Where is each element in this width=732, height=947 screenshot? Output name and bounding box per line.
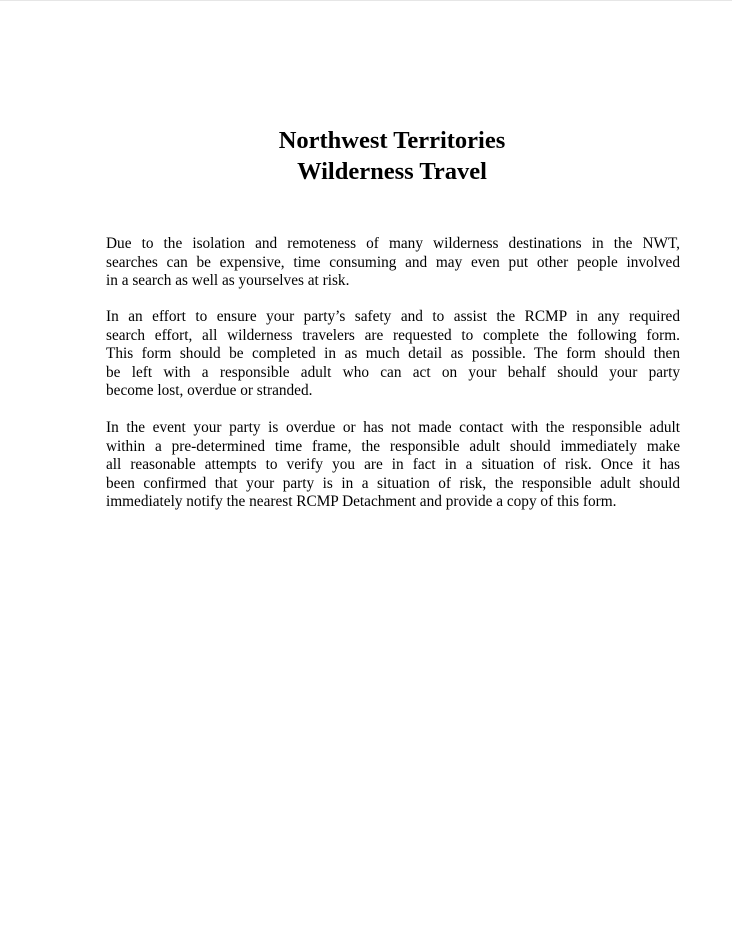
text-line: within a pre-determined time frame, the responsible adult should immediately make xyxy=(106,437,680,455)
paragraph-overdue-procedure xyxy=(106,419,680,512)
text-line: In an effort to ensure your party’s safety and to assist the RCMP in any required xyxy=(106,308,680,325)
text-line: Due to the isolation and remoteness of many wilderness destinations in the NWT, xyxy=(106,235,680,252)
paragraph-form-request xyxy=(106,308,680,401)
text-line: been confirmed that your party is in a situation of risk, the responsible adult should xyxy=(106,474,680,492)
document-title xyxy=(0,125,732,187)
text-line: search effort, all wilderness travelers are requested to complete the following form. xyxy=(106,326,680,344)
text-line: In the event your party is overdue or has not made contact with the responsible adult xyxy=(106,419,680,436)
text-line: in a search as well as yourselves at risk. xyxy=(106,272,350,290)
text-line: This form should be completed in as much detail as possible. The form should then xyxy=(106,345,680,363)
text-line: become lost, overdue or stranded. xyxy=(106,382,313,400)
paragraph-isolation xyxy=(106,235,680,291)
text-line: be left with a responsible adult who can act on your behalf should your party xyxy=(106,363,680,381)
text-line: searches can be expensive, time consuming and may even put other people involved xyxy=(106,253,680,271)
text-line: immediately notify the nearest RCMP Detachment and provide a copy of this form. xyxy=(106,493,617,511)
title-line-2: Wilderness Travel xyxy=(297,158,487,185)
title-line-1: Northwest Territories xyxy=(278,127,506,154)
text-line: all reasonable attempts to verify you are in fact in a situation of risk. Once it has xyxy=(106,456,680,474)
